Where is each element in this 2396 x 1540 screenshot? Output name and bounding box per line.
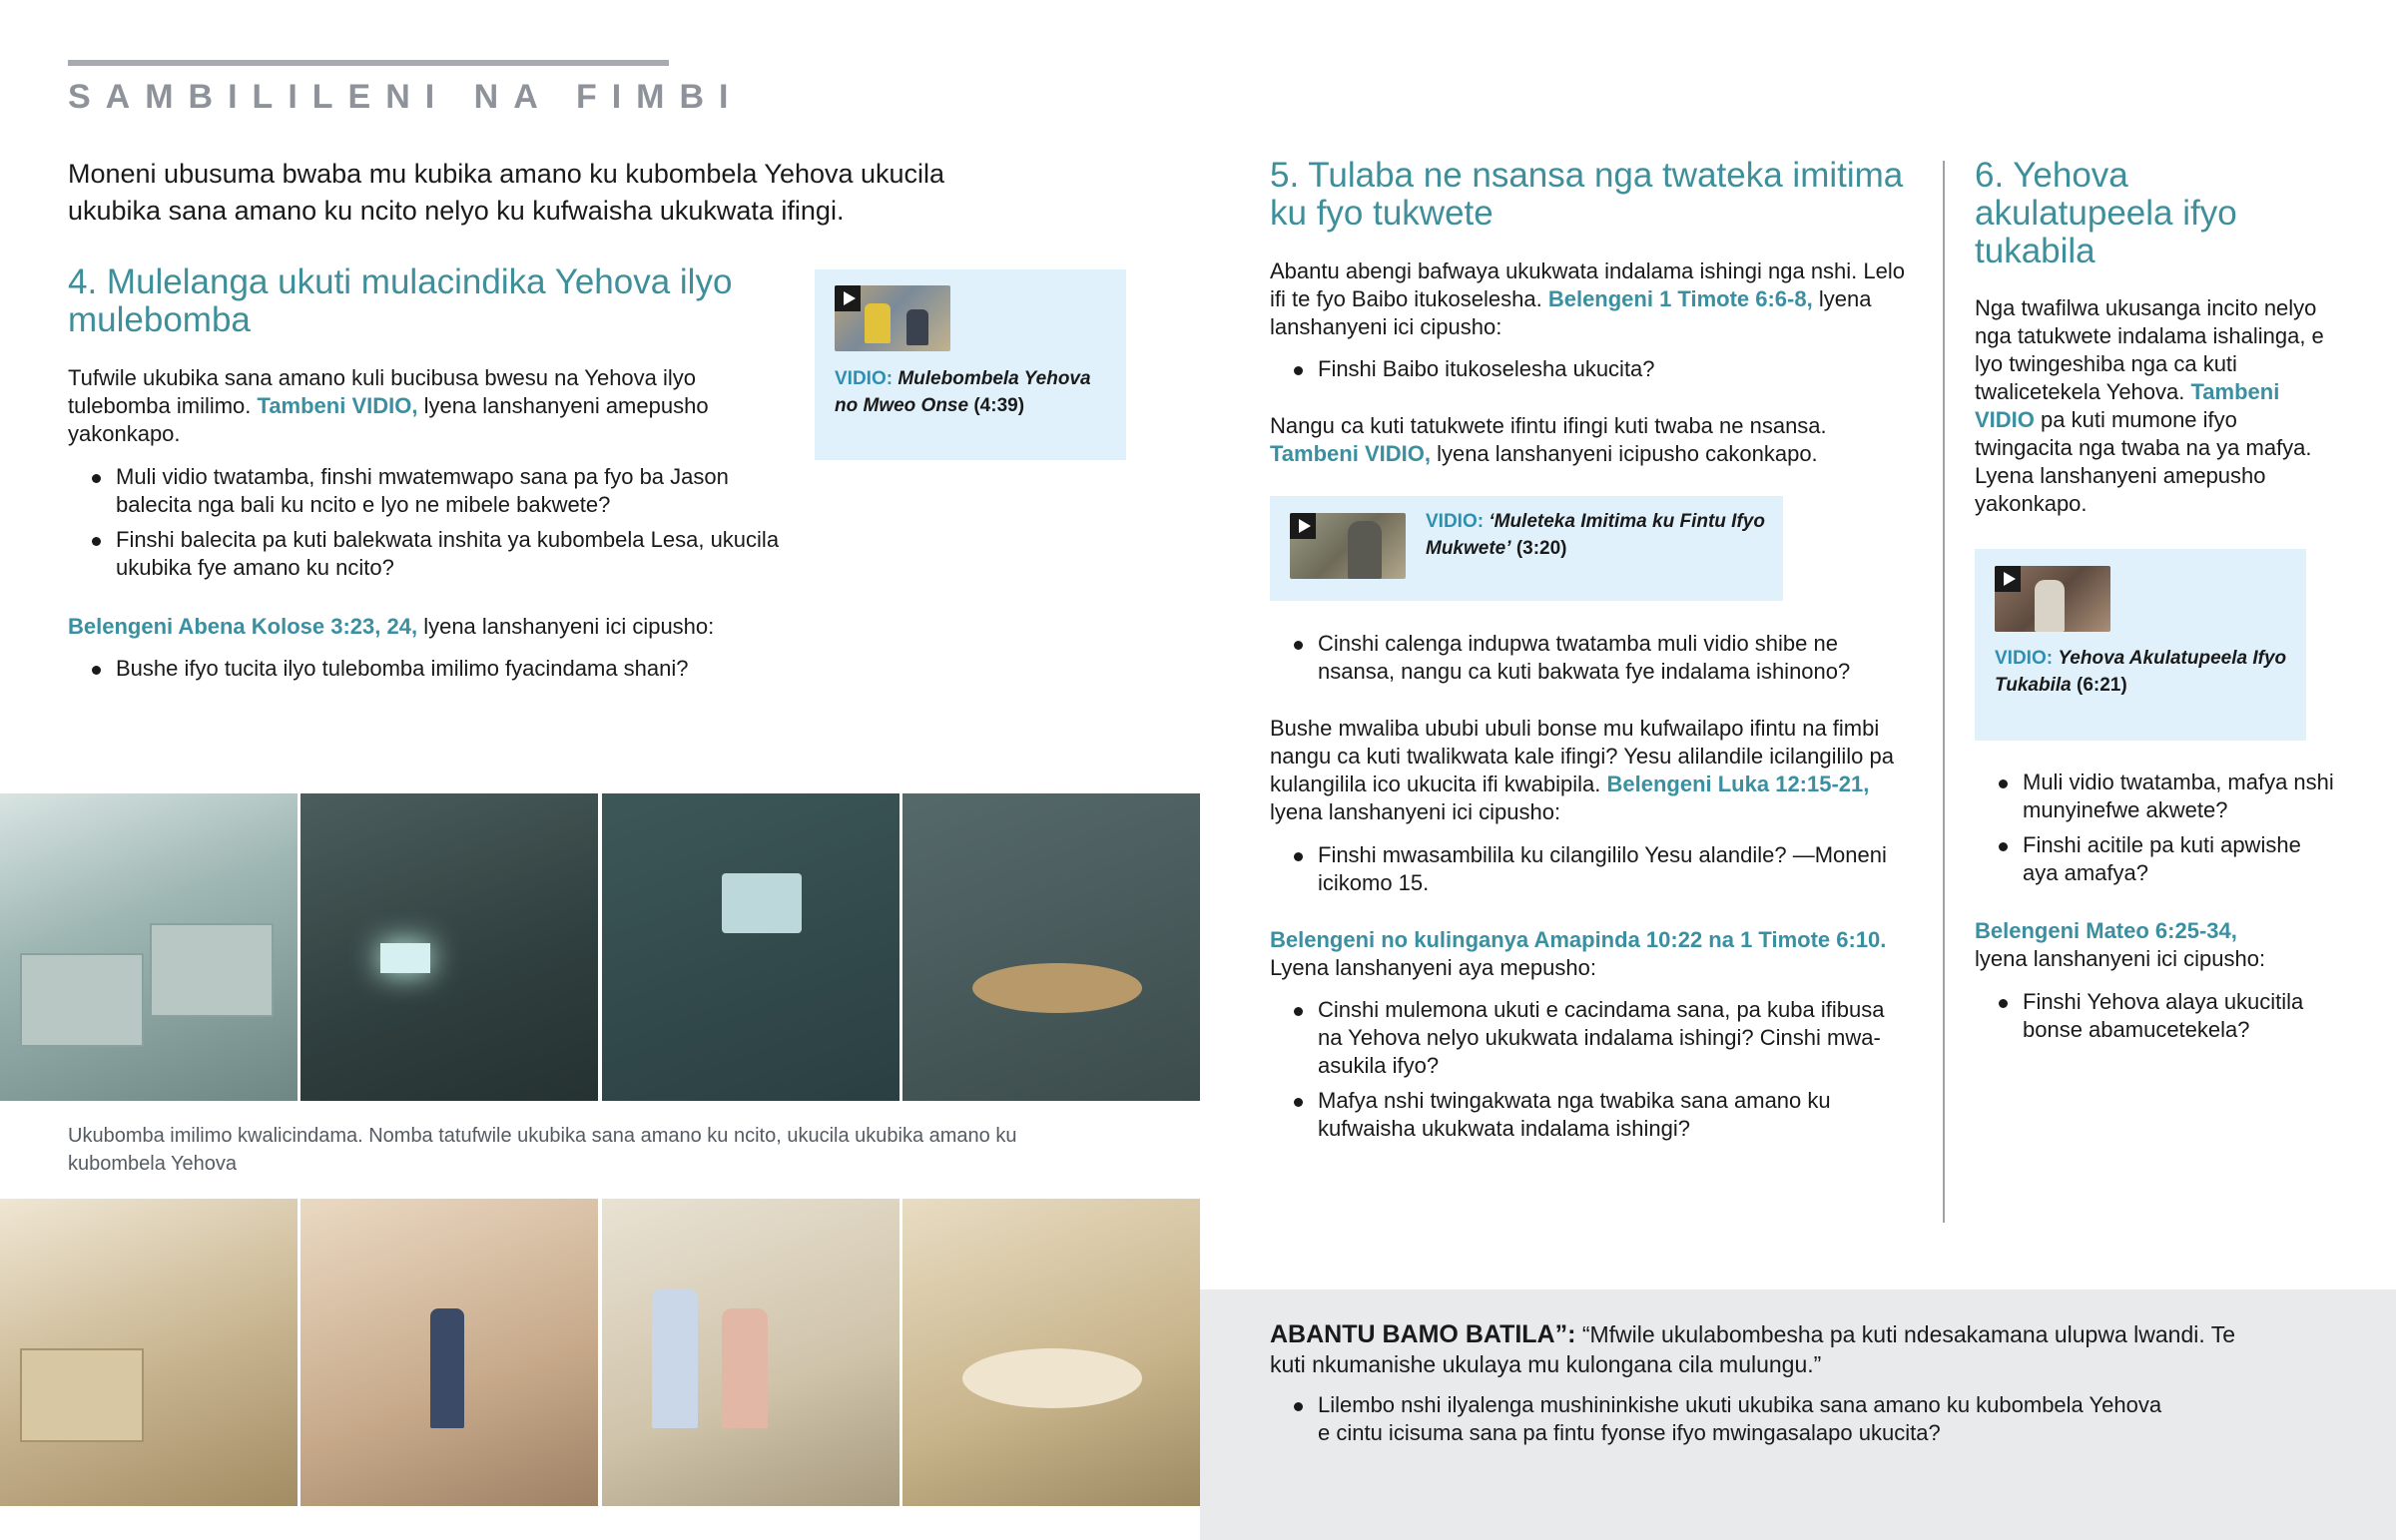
kitchen-scene [902,793,1200,1101]
office-scene-2 [300,793,598,1101]
watch-video-link[interactable]: Tambeni VIDIO, [1270,441,1431,466]
office-scene-warm-1 [0,1199,298,1506]
video-thumbnail[interactable] [1290,513,1406,579]
intro-text: Moneni ubusuma bwaba mu kubika amano ku kubombela Yehova ukucila ukubika sana amano ku ncito nelyo ku kufwaisha ukukwata ifingi. [68,159,945,226]
scripture-link[interactable]: Belengeni Mateo 6:25-34, [1975,918,2237,943]
section-4-reading: Belengeni Abena Kolose 3:23, 24, lyena lanshanyeni ici cipusho: [68,614,715,639]
list-item: Finshi Baibo itukoselesha ukucita? [1270,355,1909,383]
section-5-questions-1 [1270,355,1909,390]
illustration-top-row [0,793,1199,1101]
person-figure [1348,521,1382,579]
objection-questions [1270,1391,2168,1454]
watch-video-link[interactable]: Tambeni VIDIO, [257,393,418,418]
video-card-6[interactable] [1975,549,2306,741]
family-dinner-scene [902,1199,1200,1506]
section-6-reading-questions [1975,988,2334,1051]
section-5-questions-4 [1270,996,1909,1150]
list-item: Finshi Yehova alaya ukucitila bonse abamucetekela? [1975,988,2334,1044]
video-caption: VIDIO: Mulebombela Yehova no Mweo Onse (4:39) [835,368,1091,416]
section-6-paragraph: Nga twafilwa ukusanga incito nelyo nga tatukwete indalama ishalinga, e lyo twingeshiba nga ca kuti twalicetekela Yehova. Tambeni VIDIO pa kuti mumone ifyo twingacita nga twaba na ya mafya. Lyena lanshanyeni amepusho yakonkapo. [1975,295,2324,516]
person-figure [906,309,928,345]
section-5-paragraph-4: Belengeni no kulinganya Amapinda 10:22 na 1 Timote 6:10. Lyena lanshanyeni aya mepusho: [1270,926,1929,982]
section-6-title: 6. Yehova akulatupeela ifyo tukabila [1975,156,2237,270]
image-caption: Ukubomba imilimo kwalicindama. Nomba tatufwile ukubika sana amano ku ncito, ukucila ukubika amano ku kubombela Yehova [68,1125,1017,1175]
section-4 [68,263,787,339]
section-5-questions-3 [1270,841,1909,904]
section-5 [1270,157,1909,233]
scripture-link[interactable]: Belengeni 1 Timote 6:6-8, [1547,286,1813,311]
section-4-reading-questions [68,655,787,690]
column-divider [1943,161,1945,1223]
scripture-link[interactable]: Belengeni no kulinganya Amapinda 10:22 na 1 Timote 6:10. [1270,927,1887,952]
section-6-reading: Belengeni Mateo 6:25-34, lyena lanshanyeni ici cipusho: [1975,917,2334,973]
section-5-title: 5. Tulaba ne nsansa nga twateka imitima ku fyo tukwete [1270,156,1904,233]
video-card-4[interactable] [815,269,1126,460]
header-rule [68,60,669,66]
list-item: Finshi balecita pa kuti balekwata inshita ya kubombela Lesa, ukucila ukubika fye amano ku ncito? [68,526,787,582]
section-5-paragraph-3: Bushe mwaliba ububi ubuli bonse mu kufwailapo ifintu na fimbi nangu ca kuti twalikwata kale ifingi? Yesu alilandile icilangililo pa kulangilila ico ukucita ifi kwabipila. Belengeni Luka 12:15-21, lyena lanshanyeni ici cipusho: [1270,716,1894,824]
video-card-5[interactable] [1270,496,1783,601]
section-5-questions-2 [1270,630,1909,693]
list-item: Mafya nshi twingakwata nga twabika sana amano ku kufwaisha ukukwata indalama ishingi? [1270,1087,1909,1143]
section-6 [1975,157,2334,270]
objection-label: ABANTU BAMO BATILA”: [1270,1320,1576,1348]
play-icon[interactable] [835,285,861,311]
list-item: Cinshi calenga indupwa twatamba muli vidio shibe ne nsansa, nangu ca kuti bakwata fye indalama ishinono? [1270,630,1909,686]
illustration-bottom-row [0,1199,1199,1506]
scripture-link[interactable]: Belengeni Abena Kolose 3:23, 24, [68,614,418,639]
video-caption: VIDIO: Yehova Akulatupeela Ifyo Tukabila (6:21) [1995,648,2287,696]
list-item: Lilembo nshi ilyalenga mushininkishe ukuti ukubika sana amano ku kubombela Yehova e cintu icisuma sana pa fintu fyonse ifyo mwingasalapo ukucita? [1270,1391,2168,1447]
play-icon[interactable] [1290,513,1316,539]
list-item: Finshi acitile pa kuti apwishe aya amafya? [1975,831,2334,887]
objection-text [1270,1319,2268,1379]
section-4-questions [68,463,787,589]
list-item: Muli vidio twatamba, mafya nshi munyinefwe akwete? [1975,769,2334,824]
office-scene-warm-2 [300,1199,598,1506]
section-4-paragraph: Tufwile ukubika sana amano kuli bucibusa bwesu na Yehova ilyo tulebomba imilimo. Tambeni VIDIO, lyena lanshanyeni amepusho yakonkapo. [68,365,709,446]
list-item: Muli vidio twatamba, finshi mwatemwapo sana pa fyo ba Jason balecita nga bali ku ncito e lyo ne mibele bakwete? [68,463,787,519]
list-item: Bushe ifyo tucita ilyo tulebomba imilimo fyacindama shani? [68,655,787,683]
play-icon[interactable] [1995,566,2021,592]
section-5-paragraph-2: Nangu ca kuti tatukwete ifintu ifingi kuti twaba ne nsansa. Tambeni VIDIO, lyena lanshanyeni icipusho cakonkapo. [1270,413,1827,466]
objection-quote: “Mfwile ukulabombesha pa kuti ndesakamana ulupwa lwandi. Te kuti nkumanishe ukulaya mu kulongana cila mulungu.” [1270,1321,2236,1377]
video-thumbnail[interactable] [1995,566,2110,632]
watch-video-link[interactable]: Tambeni VIDIO [1975,379,2280,432]
section-kicker: SAMBILILENI NA FIMBI [68,78,744,116]
section-6-questions [1975,769,2334,894]
hardhat-figure [865,303,891,343]
family-meeting-scene [602,1199,899,1506]
scripture-link[interactable]: Belengeni Luka 12:15-21, [1606,771,1870,796]
person-figure [2035,580,2065,632]
list-item: Cinshi mulemona ukuti e cacindama sana, pa kuba ifibusa na Yehova nelyo ukukwata indalama ishingi? Cinshi mwa-asukila ifyo? [1270,996,1909,1080]
office-scene-1 [0,793,298,1101]
section-5-paragraph-1: Abantu abengi bafwaya ukukwata indalama ishingi nga nshi. Lelo ifi te fyo Baibo itukoselesha. Belengeni 1 Timote 6:6-8, lyena lanshanyeni ici cipusho: [1270,258,1905,339]
video-thumbnail[interactable] [835,285,950,351]
section-4-title: 4. Mulelanga ukuti mulacindika Yehova ilyo mulebomba [68,262,733,339]
office-scene-3 [602,793,899,1101]
video-caption: VIDIO: ‘Muleteka Imitima ku Fintu Ifyo Mukwete’ (3:20) [1426,511,1765,559]
list-item: Finshi mwasambilila ku cilangililo Yesu alandile? —Moneni icikomo 15. [1270,841,1909,897]
